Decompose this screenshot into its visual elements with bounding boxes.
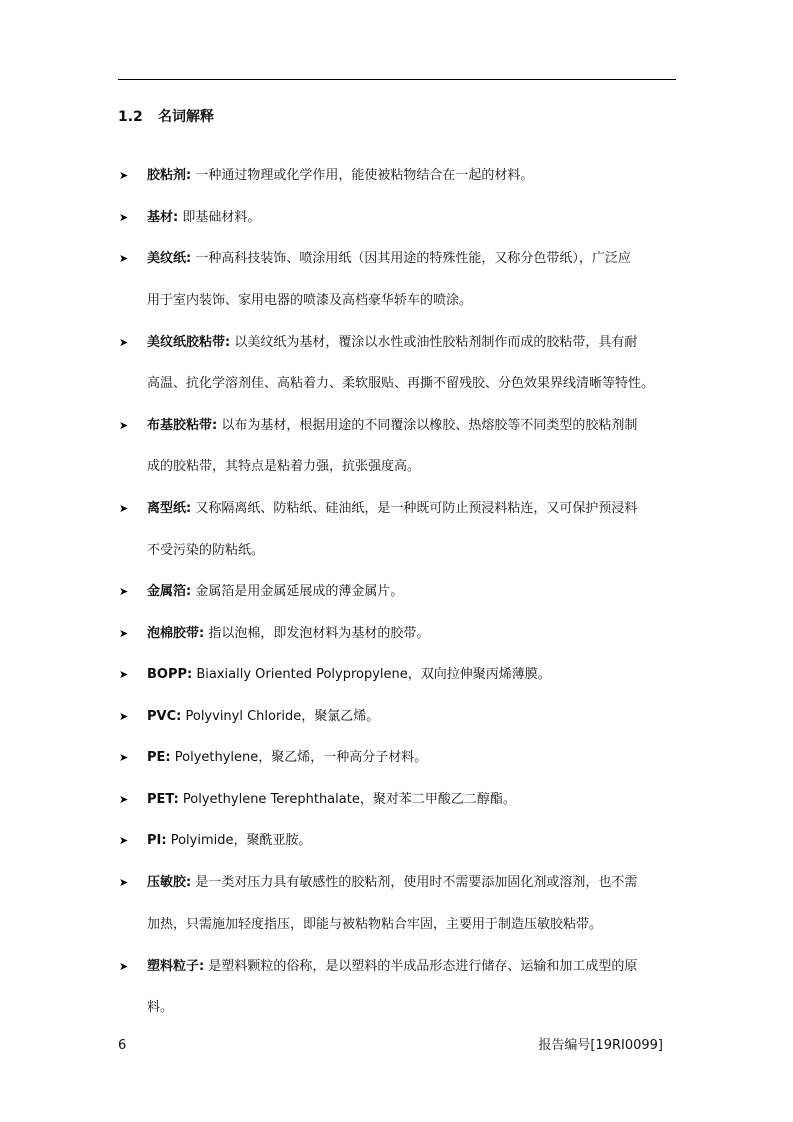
arrow-bullet-icon: ➤ xyxy=(119,710,129,723)
term: PVC xyxy=(147,709,177,724)
definition-continuation xyxy=(0,998,793,1018)
definition-text: Biaxially Oriented Polypropylene，双向拉伸聚丙烯薄膜。 xyxy=(196,667,551,682)
arrow-bullet-icon: ➤ xyxy=(119,793,129,806)
definition-text: 以美纹纸为基材，覆涂以水性或油性胶粘剂制作而成的胶粘带，具有耐 xyxy=(234,335,638,350)
term: PI xyxy=(147,833,162,848)
definition-text: 指以泡棉，即发泡材料为基材的胶带。 xyxy=(208,626,430,641)
definition-text: Polyvinyl Chloride，聚氯乙烯。 xyxy=(185,709,380,724)
definition-item: ➤ 美纹纸胶粘带: 以美纹纸为基材，覆涂以水性或油性胶粘剂制作而成的胶粘带，具有耐 xyxy=(0,333,793,353)
arrow-bullet-icon: ➤ xyxy=(119,211,129,224)
term: 塑料粒子 xyxy=(147,959,200,974)
definition-item: ➤ 美纹纸: 一种高科技装饰、喷涂用纸（因其用途的特殊性能，又称分色带纸），广泛应 xyxy=(0,249,793,269)
term: PE xyxy=(147,750,166,765)
definition-item: ➤ 离型纸: 又称隔离纸、防粘纸、硅油纸，是一种既可防止预浸料粘连，又可保护预浸料 xyxy=(0,499,793,519)
definition-item: ➤ 基材: 即基础材料。 xyxy=(0,208,793,228)
definition-item: ➤ 布基胶粘带: 以布为基材，根据用途的不同覆涂以橡胶、热熔胶等不同类型的胶粘剂制 xyxy=(0,416,793,436)
definition-text: 不受污染的防粘纸。 xyxy=(147,543,265,558)
definition-continuation xyxy=(0,457,793,477)
arrow-bullet-icon: ➤ xyxy=(119,876,129,889)
definition-text: 一种通过物理或化学作用，能使被粘物结合在一起的材料。 xyxy=(195,168,534,183)
arrow-bullet-icon: ➤ xyxy=(119,502,129,515)
term: 美纹纸胶粘带 xyxy=(147,335,226,350)
definition-item: ➤ PET: Polyethylene Terephthalate，聚对苯二甲酸乙二醇酯。 xyxy=(0,790,793,810)
report-number: 报告编号[19RI0099] xyxy=(538,1038,663,1053)
definition-text: 是一类对压力具有敏感性的胶粘剂，使用时不需要添加固化剂或溶剂，也不需 xyxy=(195,875,638,890)
definition-item: ➤ 胶粘剂: 一种通过物理或化学作用，能使被粘物结合在一起的材料。 xyxy=(0,166,793,186)
definition-continuation xyxy=(0,374,793,394)
term: 金属箔 xyxy=(147,584,187,599)
definition-text: 高温、抗化学溶剂佳、高粘着力、柔软服贴、再撕不留残胶、分色效果界线清晰等特性。 xyxy=(147,376,655,391)
term: BOPP xyxy=(147,667,188,682)
arrow-bullet-icon: ➤ xyxy=(119,751,129,764)
definition-text: 一种高科技装饰、喷涂用纸（因其用途的特殊性能，又称分色带纸），广泛应 xyxy=(195,251,631,266)
term: 离型纸 xyxy=(147,501,187,516)
arrow-bullet-icon: ➤ xyxy=(119,585,129,598)
definition-text: 又称隔离纸、防粘纸、硅油纸，是一种既可防止预浸料粘连，又可保护预浸料 xyxy=(195,501,638,516)
definition-item: ➤ 塑料粒子: 是塑料颗粒的俗称，是以塑料的半成品形态进行储存、运输和加工成型的原 xyxy=(0,957,793,977)
definition-continuation xyxy=(0,541,793,561)
definition-text: 即基础材料。 xyxy=(182,210,261,225)
arrow-bullet-icon: ➤ xyxy=(119,419,129,432)
arrow-bullet-icon: ➤ xyxy=(119,960,129,973)
definition-text: Polyimide，聚酰亚胺。 xyxy=(170,833,312,848)
definition-continuation xyxy=(0,915,793,935)
arrow-bullet-icon: ➤ xyxy=(119,668,129,681)
term: 基材 xyxy=(147,210,174,225)
section-number: 1.2 xyxy=(118,109,143,125)
arrow-bullet-icon: ➤ xyxy=(119,627,129,640)
definition-text: 是塑料颗粒的俗称，是以塑料的半成品形态进行储存、运输和加工成型的原 xyxy=(208,959,638,974)
term: PET xyxy=(147,792,174,807)
page-number: 6 xyxy=(118,1038,127,1053)
header-rule xyxy=(118,79,676,80)
arrow-bullet-icon: ➤ xyxy=(119,834,129,847)
term: 胶粘剂 xyxy=(147,168,187,183)
section-heading xyxy=(118,107,214,127)
definition-text: 以布为基材，根据用途的不同覆涂以橡胶、热熔胶等不同类型的胶粘剂制 xyxy=(221,418,638,433)
definition-item: ➤ PVC: Polyvinyl Chloride，聚氯乙烯。 xyxy=(0,707,793,727)
definition-text: 料。 xyxy=(147,1000,174,1015)
arrow-bullet-icon: ➤ xyxy=(119,252,129,265)
definition-text: 金属箔是用金属延展成的薄金属片。 xyxy=(195,584,404,599)
arrow-bullet-icon: ➤ xyxy=(119,336,129,349)
definition-text: 成的胶粘带，其特点是粘着力强，抗张强度高。 xyxy=(147,459,421,474)
definition-item: ➤ PE: Polyethylene，聚乙烯，一种高分子材料。 xyxy=(0,748,793,768)
definition-item: ➤ BOPP: Biaxially Oriented Polypropylene，双向拉伸聚丙烯薄膜。 xyxy=(0,665,793,685)
definition-item: ➤ 压敏胶: 是一类对压力具有敏感性的胶粘剂，使用时不需要添加固化剂或溶剂，也不需 xyxy=(0,873,793,893)
definition-item: ➤ 泡棉胶带: 指以泡棉，即发泡材料为基材的胶带。 xyxy=(0,624,793,644)
definition-text: Polyethylene Terephthalate，聚对苯二甲酸乙二醇酯。 xyxy=(182,792,516,807)
definition-text: 加热，只需施加轻度指压，即能与被粘物粘合牢固，主要用于制造压敏胶粘带。 xyxy=(147,917,603,932)
term: 泡棉胶带 xyxy=(147,626,200,641)
arrow-bullet-icon: ➤ xyxy=(119,169,129,182)
term: 压敏胶 xyxy=(147,875,187,890)
definition-item: ➤ PI: Polyimide，聚酰亚胺。 xyxy=(0,831,793,851)
term: 布基胶粘带 xyxy=(147,418,213,433)
section-title: 名词解释 xyxy=(158,109,214,125)
definition-text: 用于室内装饰、家用电器的喷漆及高档豪华轿车的喷涂。 xyxy=(147,293,473,308)
term: 美纹纸 xyxy=(147,251,187,266)
definition-text: Polyethylene，聚乙烯，一种高分子材料。 xyxy=(174,750,428,765)
definition-item: ➤ 金属箔: 金属箔是用金属延展成的薄金属片。 xyxy=(0,582,793,602)
definition-continuation xyxy=(0,291,793,311)
